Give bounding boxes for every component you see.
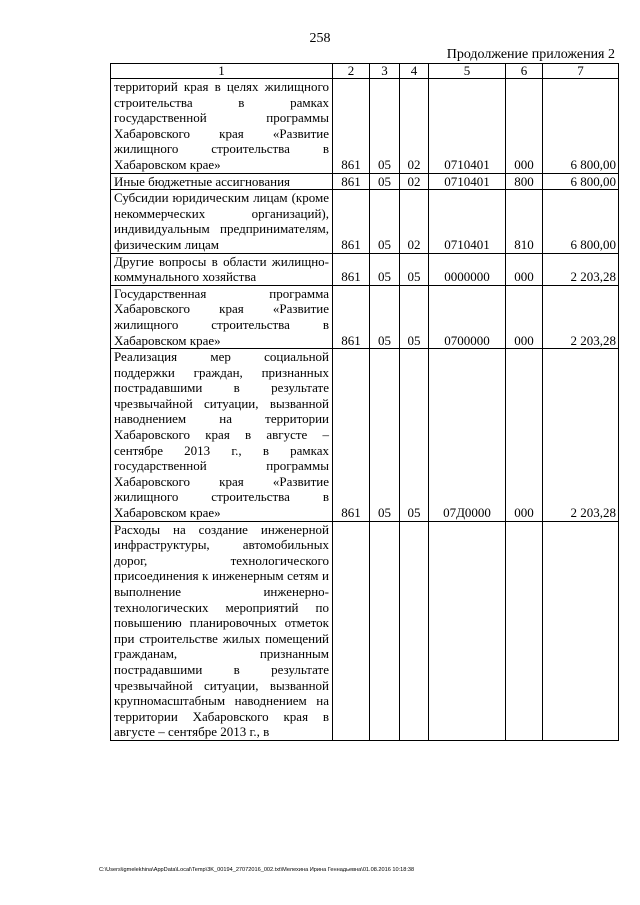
row-section: 05	[370, 285, 400, 348]
row-expense-type: 800	[506, 173, 543, 190]
column-header: 5	[429, 64, 506, 79]
row-ministry-code: 861	[333, 173, 370, 190]
row-target-article: 0710401	[429, 79, 506, 174]
row-ministry-code	[333, 521, 370, 740]
column-header: 6	[506, 64, 543, 79]
row-section: 05	[370, 173, 400, 190]
row-target-article: 0710401	[429, 173, 506, 190]
row-section: 05	[370, 190, 400, 253]
row-name: Другие вопросы в области жилищно-коммунального хозяйства	[111, 253, 333, 285]
row-subsection: 05	[400, 285, 429, 348]
row-section: 05	[370, 253, 400, 285]
table-row	[111, 521, 619, 740]
row-expense-type	[506, 521, 543, 740]
row-target-article: 07Д0000	[429, 349, 506, 522]
table-row	[111, 285, 619, 348]
row-subsection	[400, 521, 429, 740]
row-name: территорий края в целях жилищного строительства в рамках государственной программы Хабаровского края «Развитие жилищного строительства в Хабаровском крае»	[111, 79, 333, 174]
row-ministry-code: 861	[333, 349, 370, 522]
row-target-article	[429, 521, 506, 740]
continuation-caption: Продолжение приложения 2	[446, 47, 615, 62]
row-ministry-code: 861	[333, 190, 370, 253]
row-section: 05	[370, 79, 400, 174]
row-name: Расходы на создание инженерной инфраструктуры, автомобильных дорог, технологического присоединения к инженерным сетям и выполнение инженерно-технологических мероприятий по повышению планировочных отметок при строительстве жилых помещений гражданам, признанным пострадавшими в результате чрезвычайной ситуации, вызванной крупномасштабным наводнением на территории Хабаровского края в августе – сентябре 2013 г., в	[111, 521, 333, 740]
row-target-article: 0700000	[429, 285, 506, 348]
column-header: 2	[333, 64, 370, 79]
row-expense-type: 000	[506, 349, 543, 522]
row-amount	[543, 521, 619, 740]
row-name: Иные бюджетные ассигнования	[111, 173, 333, 190]
row-subsection: 05	[400, 349, 429, 522]
row-target-article: 0710401	[429, 190, 506, 253]
row-amount: 6 800,00	[543, 173, 619, 190]
row-subsection: 02	[400, 79, 429, 174]
column-header: 4	[400, 64, 429, 79]
page-number: 258	[309, 31, 331, 46]
table-row	[111, 173, 619, 190]
row-expense-type: 810	[506, 190, 543, 253]
row-name: Субсидии юридическим лицам (кроме некоммерческих организаций), индивидуальным предпринимателям, физическим лицам	[111, 190, 333, 253]
row-expense-type: 000	[506, 79, 543, 174]
table-header-row	[111, 64, 619, 79]
file-path-footer: C:\Users\igmelekhina\AppData\Local\Temp\3K_00194_27072016_002.txt\Мелехина Ирина Геннадьевна\01.08.2016 10:18:38	[99, 867, 415, 873]
row-name: Реализация мер социальной поддержки граждан, признанных пострадавшими в результате чрезвычайной ситуации, вызванной наводнением на территории Хабаровского края в августе – сентябре 2013 г., в рамках государственной программы Хабаровского края «Развитие жилищного строительства в Хабаровском крае»	[111, 349, 333, 522]
column-header: 3	[370, 64, 400, 79]
row-section	[370, 521, 400, 740]
row-ministry-code: 861	[333, 285, 370, 348]
row-section: 05	[370, 349, 400, 522]
row-expense-type: 000	[506, 285, 543, 348]
row-amount: 6 800,00	[543, 79, 619, 174]
row-ministry-code: 861	[333, 253, 370, 285]
row-subsection: 02	[400, 190, 429, 253]
row-subsection: 05	[400, 253, 429, 285]
row-amount: 2 203,28	[543, 349, 619, 522]
table-row	[111, 349, 619, 522]
row-name: Государственная программа Хабаровского края «Развитие жилищного строительства в Хабаровском крае»	[111, 285, 333, 348]
row-target-article: 0000000	[429, 253, 506, 285]
row-amount: 6 800,00	[543, 190, 619, 253]
row-amount: 2 203,28	[543, 285, 619, 348]
row-amount: 2 203,28	[543, 253, 619, 285]
row-expense-type: 000	[506, 253, 543, 285]
table-row	[111, 79, 619, 174]
table-row	[111, 190, 619, 253]
row-ministry-code: 861	[333, 79, 370, 174]
column-header: 1	[111, 64, 333, 79]
budget-table	[110, 63, 619, 741]
row-subsection: 02	[400, 173, 429, 190]
column-header: 7	[543, 64, 619, 79]
table-row	[111, 253, 619, 285]
